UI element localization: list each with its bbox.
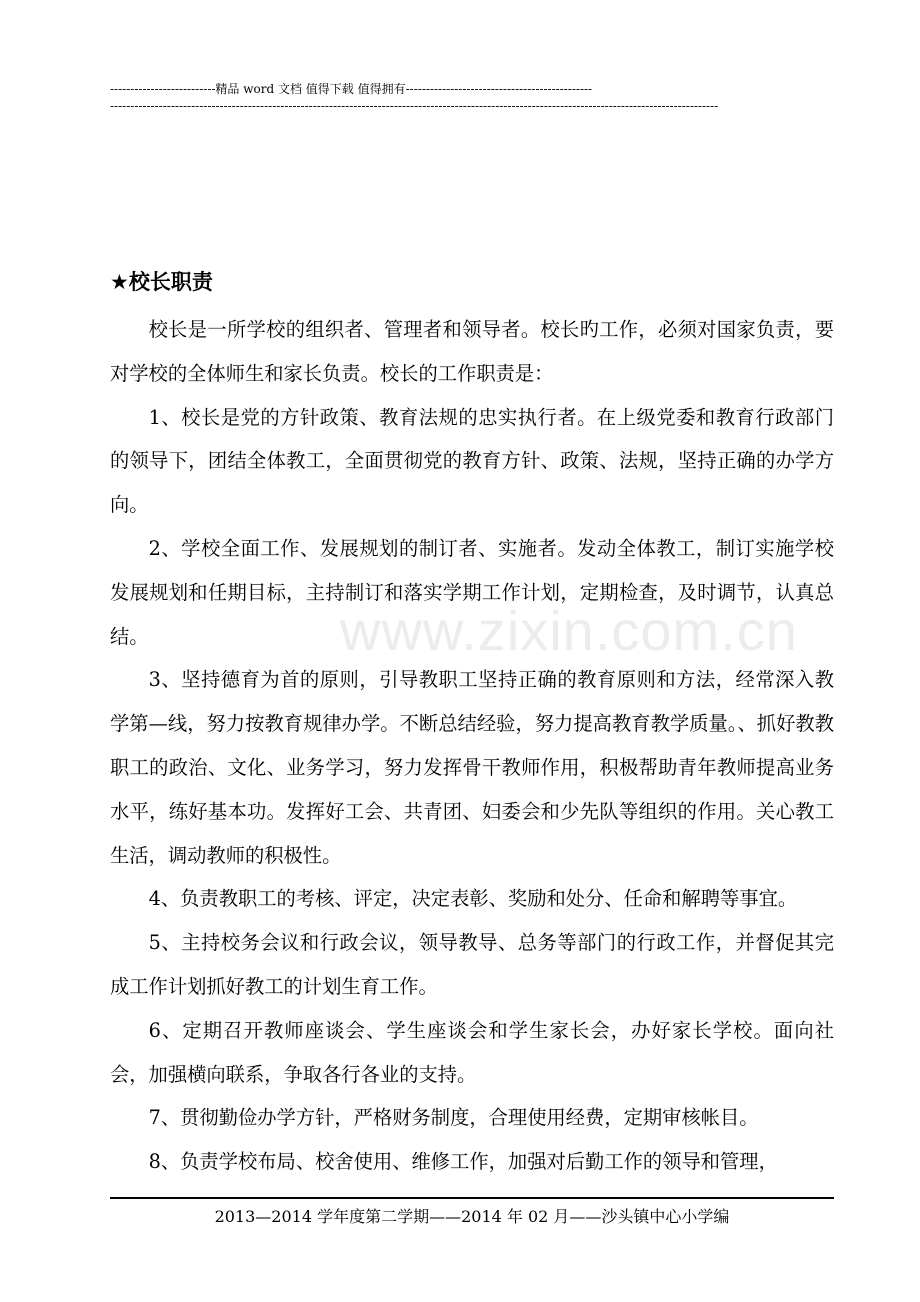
page-footer: 2013—2014 学年度第二学期——2014 年 02 月——沙头镇中心小学编 [214, 1207, 730, 1226]
paragraph-duty-2: 2、学校全面工作、发展规划的制订者、实施者。发动全体教工，制订实施学校发展规划和任期目标，主持制订和落实学期工作计划，定期检查，及时调节，认真总结。 [110, 536, 834, 648]
paragraph-duty-5: 5、主持校务会议和行政会议，领导教导、总务等部门的行政工作，并督促其完成工作计划抓好教工的计划生育工作。 [110, 931, 834, 998]
watermark-text: www.zixin.com.cn [340, 599, 798, 662]
paragraph-duty-1: 1、校长是党的方针政策、教育法规的忠实执行者。在上级党委和教育行政部门的领导下，团结全体教工，全面贯彻党的教育方针、政策、法规，坚持正确的办学方向。 [110, 405, 834, 517]
paragraph-duty-8: 8、负责学校布局、校舍使用、维修工作，加强对后勤工作的领导和管理， [148, 1150, 778, 1174]
document-body [110, 266, 834, 1184]
paragraph-duty-3: 3、坚持德育为首的原则，引导教职工坚持正确的教育原则和方法，经常深入教学第—线，努力按教育规律办学。不断总结经验，努力提高教育教学质量。、抓好教教职工的政治、文化、业务学习，努力发挥骨干教师作用，积极帮助青年教师提高业务水平，练好基本功。发挥好工会、共青团、妇委会和少先队等组织的作用。关心教工生活，调动教师的积极性。 [110, 668, 834, 867]
page-header-banner: --------------------------精品 word 文档 值得下载 值得拥有---------------------------------------------- [110, 82, 593, 96]
paragraph-duty-6: 6、定期召开教师座谈会、学生座谈会和学生家长会，办好家长学校。面向社会，加强横向联系，争取各行各业的支持。 [110, 1018, 834, 1086]
page-header-rule: ------------------------------------------------------------------------------------------------------------------------------------------------------ [110, 99, 719, 113]
paragraph-intro: 校长是一所学校的组织者、管理者和领导者。校长旳工作，必须对国家负责，要对学校的全体师生和家长负责。校长的工作职责是： [110, 318, 834, 385]
footer-divider [110, 1197, 834, 1199]
paragraph-duty-4: 4、负责教职工的考核、评定，决定表彰、奖励和处分、任命和解聘等事宜。 [148, 887, 798, 911]
paragraph-duty-7: 7、贯彻勤俭办学方针，严格财务制度，合理使用经费，定期审核帐目。 [148, 1106, 759, 1130]
section-title: ★校长职责 [110, 270, 213, 294]
